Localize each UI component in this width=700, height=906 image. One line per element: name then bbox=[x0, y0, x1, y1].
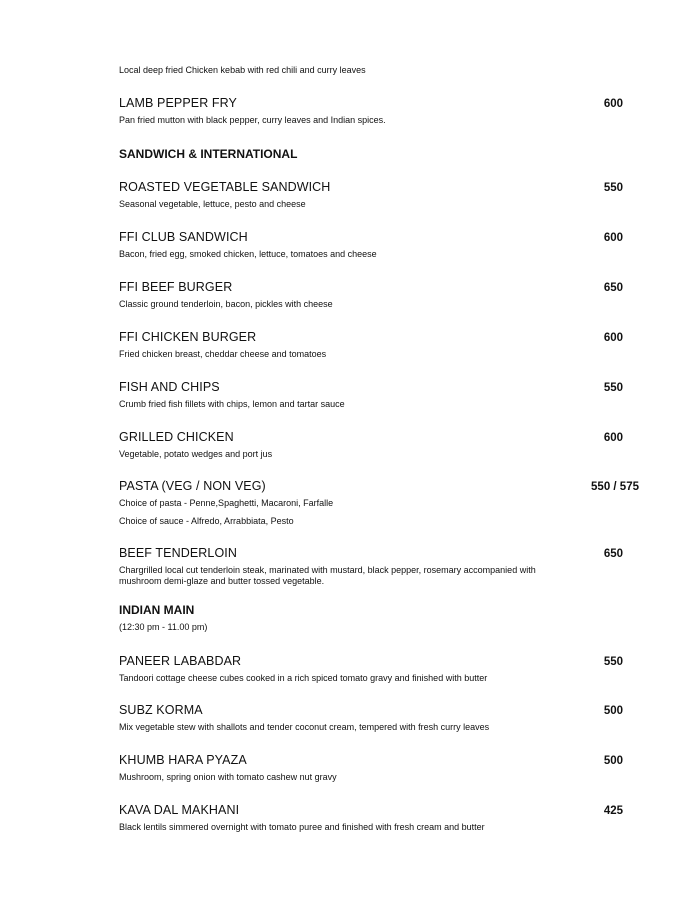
item-price: 500 bbox=[603, 755, 623, 767]
item-name: KHUMB HARA PYAZA bbox=[119, 753, 247, 767]
menu-item-lamb-pepper-fry bbox=[119, 96, 639, 126]
item-name: FFI BEEF BURGER bbox=[119, 280, 233, 294]
item-description: Pan fried mutton with black pepper, curry leaves and Indian spices. bbox=[119, 115, 386, 125]
item-name: ROASTED VEGETABLE SANDWICH bbox=[119, 180, 331, 194]
menu-item-subz-korma bbox=[119, 703, 639, 733]
menu-item-ffi-club-sandwich bbox=[119, 230, 639, 260]
menu-item-paneer-lababdar bbox=[119, 654, 639, 684]
item-name: KAVA DAL MAKHANI bbox=[119, 803, 240, 817]
item-price: 550 bbox=[603, 382, 623, 394]
item-price: 600 bbox=[603, 98, 623, 110]
section-title-indian-main: INDIAN MAIN bbox=[119, 603, 195, 617]
menu-item-roasted-vegetable-sandwich bbox=[119, 180, 639, 210]
menu-item-kava-dal-makhani bbox=[119, 803, 639, 833]
item-description: Bacon, fried egg, smoked chicken, lettuce, tomatoes and cheese bbox=[119, 249, 377, 259]
item-price: 550 bbox=[603, 656, 623, 668]
item-description: Tandoori cottage cheese cubes cooked in a rich spiced tomato gravy and finished with butter bbox=[119, 673, 488, 683]
item-price: 550 / 575 bbox=[591, 481, 639, 493]
menu-item-fish-and-chips bbox=[119, 380, 639, 410]
item-name: FISH AND CHIPS bbox=[119, 380, 220, 394]
item-description: Classic ground tenderloin, bacon, pickles with cheese bbox=[119, 299, 333, 309]
menu-item-ffi-beef-burger bbox=[119, 280, 639, 310]
item-name: SUBZ KORMA bbox=[119, 703, 203, 717]
menu-item-grilled-chicken bbox=[119, 430, 639, 460]
item-price: 650 bbox=[603, 548, 623, 560]
menu-item-khumb-hara-pyaza bbox=[119, 753, 639, 783]
item-description: Mix vegetable stew with shallots and tender coconut cream, tempered with fresh curry leaves bbox=[119, 722, 490, 732]
item-description: Seasonal vegetable, lettuce, pesto and cheese bbox=[119, 199, 306, 209]
item-description: Black lentils simmered overnight with tomato puree and finished with fresh cream and butter bbox=[119, 822, 485, 832]
menu-item-pasta bbox=[119, 479, 639, 527]
item-description: Mushroom, spring onion with tomato cashew nut gravy bbox=[119, 772, 337, 782]
item-name: LAMB PEPPER FRY bbox=[119, 96, 237, 110]
item-price: 650 bbox=[603, 282, 623, 294]
item-description: Vegetable, potato wedges and port jus bbox=[119, 449, 273, 459]
section-hours-note: (12:30 pm - 11.00 pm) bbox=[119, 622, 208, 632]
item-price: 600 bbox=[603, 232, 623, 244]
menu-item-ffi-chicken-burger bbox=[119, 330, 639, 360]
item-description: Crumb fried fish fillets with chips, lemon and tartar sauce bbox=[119, 399, 345, 409]
item-price: 600 bbox=[603, 432, 623, 444]
item-name: GRILLED CHICKEN bbox=[119, 430, 234, 444]
item-price: 500 bbox=[603, 705, 623, 717]
item-price: 600 bbox=[603, 332, 623, 344]
item-name: PANEER LABABDAR bbox=[119, 654, 242, 668]
item-description-secondary: Choice of sauce - Alfredo, Arrabbiata, Pesto bbox=[119, 516, 294, 526]
item-name: BEEF TENDERLOIN bbox=[119, 546, 237, 560]
item-name: FFI CLUB SANDWICH bbox=[119, 230, 248, 244]
item-price: 425 bbox=[603, 805, 623, 817]
section-title-sandwich: SANDWICH & INTERNATIONAL bbox=[119, 147, 298, 161]
item-name: FFI CHICKEN BURGER bbox=[119, 330, 257, 344]
menu-item-beef-tenderloin bbox=[119, 546, 639, 587]
item-description: Chargrilled local cut tenderloin steak, marinated with mustard, black pepper, rosemary accompanied with mushroom demi-glaze and butter tossed vegetable. bbox=[119, 565, 536, 586]
item-price: 550 bbox=[603, 182, 623, 194]
item-name: PASTA (VEG / NON VEG) bbox=[119, 479, 266, 493]
intro-description: Local deep fried Chicken kebab with red chili and curry leaves bbox=[119, 65, 366, 75]
item-description: Choice of pasta - Penne,Spaghetti, Macaroni, Farfalle bbox=[119, 498, 334, 508]
item-description: Fried chicken breast, cheddar cheese and tomatoes bbox=[119, 349, 327, 359]
